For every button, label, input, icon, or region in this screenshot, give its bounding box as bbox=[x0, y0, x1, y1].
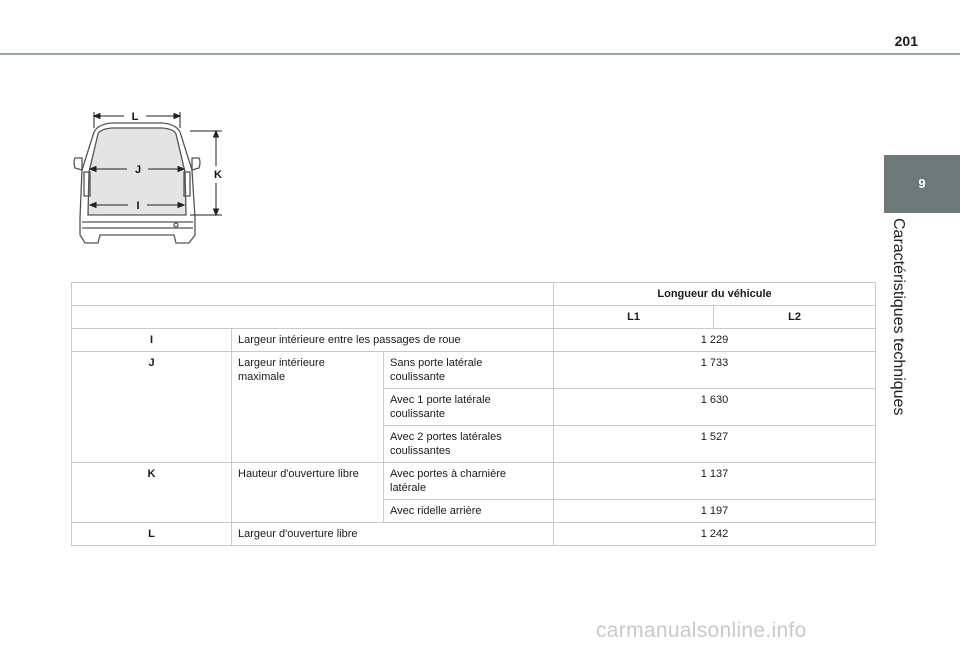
header-l1: L1 bbox=[554, 306, 714, 329]
row-value: 1 527 bbox=[554, 426, 876, 463]
table-row bbox=[72, 523, 876, 546]
table-header-row bbox=[72, 283, 876, 306]
row-condition: Avec ridelle arrière bbox=[384, 500, 554, 523]
row-description: Largeur intérieure maximale bbox=[232, 352, 384, 463]
row-description: Hauteur d'ouverture libre bbox=[232, 463, 384, 523]
dimension-label-l: L bbox=[131, 111, 139, 123]
row-value: 1 197 bbox=[554, 500, 876, 523]
chapter-title-text: Caractéristiques techniques bbox=[890, 218, 907, 416]
row-value: 1 630 bbox=[554, 389, 876, 426]
watermark: carmanualsonline.info bbox=[596, 619, 807, 642]
chapter-tab[interactable]: 9 bbox=[884, 155, 960, 213]
page-number: 201 bbox=[894, 33, 918, 49]
van-rear-dimension-diagram bbox=[72, 110, 232, 250]
row-value: 1 229 bbox=[554, 329, 876, 352]
row-code: L bbox=[72, 523, 232, 546]
row-value: 1 137 bbox=[554, 463, 876, 500]
row-value: 1 242 bbox=[554, 523, 876, 546]
header-l2: L2 bbox=[714, 306, 876, 329]
row-condition: Avec 2 portes latérales coulissantes bbox=[384, 426, 554, 463]
left-mirror bbox=[74, 158, 82, 170]
right-mirror bbox=[192, 158, 200, 170]
table-row bbox=[72, 352, 876, 389]
row-code: J bbox=[72, 352, 232, 463]
towing-eye bbox=[174, 223, 178, 227]
row-condition: Avec portes à charnière latérale bbox=[384, 463, 554, 500]
row-condition: Avec 1 porte latérale coulissante bbox=[384, 389, 554, 426]
dimension-label-k: K bbox=[214, 169, 222, 181]
interior-dimensions-table bbox=[71, 282, 876, 546]
chapter-title bbox=[879, 218, 919, 448]
row-description: Largeur intérieure entre les passages de roue bbox=[232, 329, 554, 352]
row-description: Largeur d'ouverture libre bbox=[232, 523, 554, 546]
header-vehicle-length: Longueur du véhicule bbox=[554, 283, 876, 306]
dimension-label-i: I bbox=[136, 200, 140, 212]
header-divider bbox=[0, 53, 960, 55]
row-code: K bbox=[72, 463, 232, 523]
table-row bbox=[72, 463, 876, 500]
table-row bbox=[72, 329, 876, 352]
row-value: 1 733 bbox=[554, 352, 876, 389]
dimension-label-j: J bbox=[134, 164, 142, 176]
row-code: I bbox=[72, 329, 232, 352]
row-condition: Sans porte latérale coulissante bbox=[384, 352, 554, 389]
table-subheader-row bbox=[72, 306, 876, 329]
